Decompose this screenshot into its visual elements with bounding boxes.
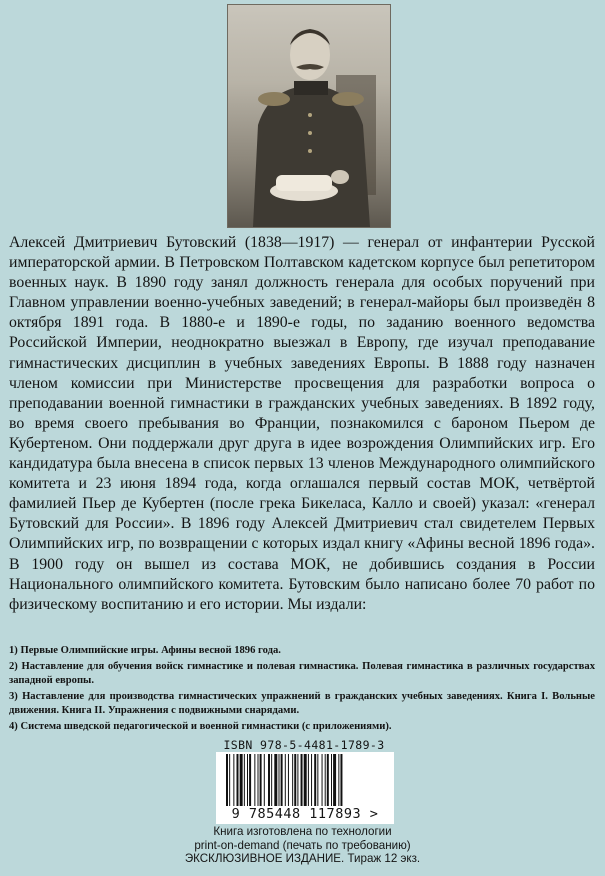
print-on-demand-note xyxy=(150,825,455,866)
barcode-bar xyxy=(288,754,289,806)
barcode-bar xyxy=(271,754,272,806)
barcode-bar xyxy=(258,754,259,806)
barcode-bar xyxy=(285,754,286,806)
barcode-bar xyxy=(304,754,307,806)
list-item: 3) Наставление для производства гимнастических упражнений в гражданских учебных заведениях. Книга I. Вольные движения. Книга II. Упражнения с подвижными снарядами. xyxy=(9,691,595,716)
published-works-list xyxy=(9,644,595,736)
barcode-bar xyxy=(281,754,283,806)
list-item: 2) Наставление для обучения войск гимнастике и полевая гимнастика. Полевая гимнастика в различных государствах западной европы. xyxy=(9,661,595,686)
isbn-number: ISBN 978-5-4481-1789-3 xyxy=(223,738,385,752)
barcode-bar xyxy=(260,754,262,806)
barcode-bar xyxy=(264,754,265,806)
barcode-bar xyxy=(311,754,312,806)
list-item: 1) Первые Олимпийские игры. Афины весной 1896 года. xyxy=(9,645,281,656)
list-item: 4) Система шведской педагогической и военной гимнастики (с приложениями). xyxy=(9,721,392,733)
barcode-bar xyxy=(297,754,298,806)
barcode-bar xyxy=(301,754,303,806)
barcode-bar xyxy=(322,754,323,806)
barcode-bar xyxy=(314,754,316,806)
barcode-bar xyxy=(308,754,309,806)
barcode-bar xyxy=(247,754,248,806)
barcode-bar xyxy=(325,754,326,806)
author-biography: Алексей Дмитриевич Бутовский (1838—1917) — генерал от инфантерии Русской императорской армии. В Петровском Полтавском кадетском корпусе был репетитором военных наук. В 1890 году занял должность генерала для особых поручений при Главном управлении военно-учебных заведений; в генерал-майоры был произведён 8 октября 1891 года. В 1880-е и 1890-е годы, по заданию военного ведомства Российской Империи, неоднократно выезжал в Европу, где изучал преподавание гимнастических дисциплин в учебных заведениях Европы. В 1888 году назначен членом комиссии при Министерстве просвещения для разработки вопроса о преподавании военной гимнастики в гражданских учебных заведениях. В 1892 году, во время своего пребывания во Франции, познакомился с бароном Пьером де Кубертеном. Они поддержали друг друга в идее возрождения Олимпийских игр. Его кандидатура была внесена в список первых 13 членов Международного олимпийского комитета и 23 июня 1894 года, когда оглашался первый состав МОК, четвёртой фамилией Пьер де Кубертен (после грека Бикеласа, Калло и своей) указал: «генерал Бутовский для России». В 1896 году Алексей Дмитриевич стал свидетелем Первых Олимпийских игр, по возвращении с которых издал книгу «Афины весной 1896 года». В 1900 году он вышел из состава МОК, не добившись создания в России Национального олимпийского комитета. Бутовским было написано более 70 работ по физическому воспитанию и его истории. Мы издали: xyxy=(9,234,595,613)
barcode-bar xyxy=(244,754,245,806)
barcode-digits: 9 785448 117893 > xyxy=(216,806,394,823)
barcode-bar xyxy=(340,754,342,806)
barcode-bar xyxy=(292,754,293,806)
pod-line-print-on-demand: print-on-demand (печать по требованию) xyxy=(194,838,411,852)
portrait-photo-of-general-icon xyxy=(228,5,390,227)
barcode-icon xyxy=(216,752,394,806)
barcode-bar xyxy=(268,754,270,806)
barcode-bar xyxy=(331,754,332,806)
author-portrait-photo xyxy=(227,4,391,228)
barcode-bar xyxy=(274,754,277,806)
barcode-bar xyxy=(327,754,329,806)
barcode-bar xyxy=(229,754,230,806)
barcode-bar xyxy=(226,754,228,806)
barcode-bar xyxy=(237,754,239,806)
pod-line-technology: Книга изготовлена по технологии xyxy=(213,825,392,838)
barcode-bar xyxy=(338,754,339,806)
barcode-bar xyxy=(294,754,296,806)
barcode-bar xyxy=(279,754,280,806)
pod-line-edition: ЭКСКЛЮЗИВНОЕ ИЗДАНИЕ. Тираж 12 экз. xyxy=(184,852,421,865)
barcode-bar xyxy=(240,754,243,806)
barcode-bar xyxy=(333,754,336,806)
barcode-bar xyxy=(249,754,251,806)
barcode-bar xyxy=(233,754,234,806)
barcode-bar xyxy=(254,754,255,806)
barcode-bar xyxy=(317,754,318,806)
